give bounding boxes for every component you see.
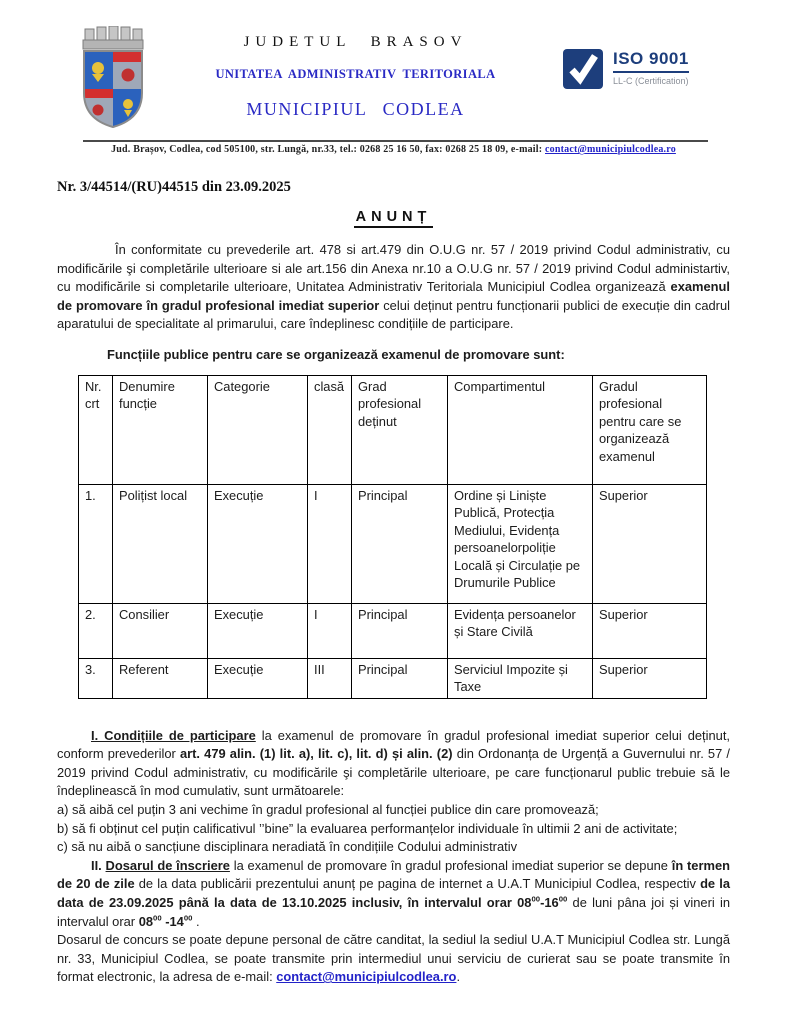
condition-item-c: c) să nu aibă o sancțiune disciplinara neradiată în condițiile Codului administrativ bbox=[57, 839, 518, 855]
section-1-conditions bbox=[57, 727, 730, 801]
table-intro-line: Funcțiile publice pentru care se organizează examenul de promovare sunt: bbox=[107, 346, 565, 362]
table-cell: I bbox=[308, 603, 352, 658]
table-head bbox=[79, 375, 707, 484]
text-segment: Dosarul de înscriere bbox=[105, 857, 230, 873]
text-segment: . bbox=[192, 913, 200, 929]
codlea-coat-of-arms-icon bbox=[77, 26, 149, 134]
table-header-cell: Grad profesional deținut bbox=[352, 375, 448, 484]
table-cell: Evidența persoanelor și Stare Civilă bbox=[448, 603, 593, 658]
table-header-row bbox=[79, 375, 707, 484]
text-segment: celui deținut pentru funcționarii publici de execuție din cadrul aparatului de specialitate al primarului, care îndeplinesc condițiile de participare. bbox=[57, 297, 731, 332]
table-row bbox=[79, 603, 707, 658]
table-cell: Principal bbox=[352, 484, 448, 603]
document-number: Nr. 3/44514/(RU)44515 din 23.09.2025 bbox=[57, 179, 291, 195]
text-segment: -14 bbox=[161, 913, 184, 929]
header-titles bbox=[149, 26, 562, 120]
llc-checkmark-icon bbox=[562, 48, 604, 90]
title-wrap bbox=[57, 208, 730, 228]
table-cell: Execuție bbox=[208, 658, 308, 698]
table-body bbox=[79, 484, 707, 698]
iso-certification-badge bbox=[562, 48, 730, 90]
email-link[interactable]: contact@municipiulcodlea.ro bbox=[545, 144, 676, 155]
text-segment: În conformitate cu prevederile art. 478 si art.479 din O.U.G nr. 57 / 2019 privind Codul administrativ, cu modificările şi completările ulterioare si ale art.156 din Anexa nr.10 a O.U.G nr. 57 / 2019 privind Codul administartiv, cu modificările si completarile ulterioare, Unitatea Administrativ Teritoriala Municipiul Codlea organizează bbox=[57, 242, 730, 295]
table-cell: Superior bbox=[593, 603, 707, 658]
text-segment: 08 bbox=[138, 913, 154, 929]
email-link[interactable]: contact@municipiulcodlea.ro bbox=[276, 969, 457, 985]
table-cell: III bbox=[308, 658, 352, 698]
page-title: ANUNȚ bbox=[354, 209, 434, 228]
text-segment: art. 479 alin. (1) lit. a), lit. c), lit. d) și alin. (2) bbox=[179, 746, 453, 762]
text-segment: -16 bbox=[540, 894, 559, 910]
text-segment: din Ordonanța de Urgență a Guvernului nr. 57 / 2019 privind Codul administrativ, cu modificările şi completările ulterioare, pe care funcționarul public trebuie să le îndeplinească în mod cumulativ, sunt următoarele: bbox=[57, 746, 730, 799]
table-cell: Polițist local bbox=[113, 484, 208, 603]
text-segment: 00 bbox=[531, 894, 541, 904]
crown-icon bbox=[83, 26, 143, 49]
iso-text-block bbox=[613, 48, 689, 86]
text-segment: de la data de 23.09.2025 până la data de 13.10.2025 inclusiv, în intervalul orar 08 bbox=[57, 876, 730, 910]
text-segment: examenul de promovare în gradul profesional imediat superior bbox=[57, 279, 730, 313]
text-segment: în termen de 20 de zile bbox=[57, 857, 730, 892]
table-cell: 1. bbox=[79, 484, 113, 603]
text-segment: la examenul de promovare în gradul profesional imediat superior celui deținut, conform prevederilor bbox=[57, 727, 730, 762]
text-segment: de la data publicării prezentului anunț pe pagina de internet a U.A.T Municipiul Codlea, respectiv bbox=[134, 876, 701, 892]
table-cell: Consilier bbox=[113, 603, 208, 658]
municipality-title: MUNICIPIUL CODLEA bbox=[246, 99, 465, 119]
iso-9001-label: ISO 9001 bbox=[613, 49, 689, 73]
text-segment: de luni pâna joi și vineri in intervalul orar bbox=[57, 894, 730, 929]
address-line bbox=[57, 144, 730, 155]
text-segment: I. Condițiile de participare bbox=[91, 727, 256, 743]
table-header-cell: clasă bbox=[308, 375, 352, 484]
table-cell: Principal bbox=[352, 603, 448, 658]
submission-paragraph bbox=[57, 931, 730, 987]
table-cell: I bbox=[308, 484, 352, 603]
table-cell: Execuție bbox=[208, 603, 308, 658]
text-segment: . bbox=[456, 969, 461, 985]
uat-title: UNITATEA ADMINISTRATIV TERITORIALA bbox=[215, 67, 496, 81]
llc-certification-label: LL-C (Certification) bbox=[613, 76, 689, 86]
intro-paragraph bbox=[57, 241, 730, 334]
table-cell: 2. bbox=[79, 603, 113, 658]
table-cell: Ordine și Liniște Publică, Protecția Mediului, Evidența persoanelorpoliție Locală și Circulație pe Drumurile Publice bbox=[448, 484, 593, 603]
table-row bbox=[79, 484, 707, 603]
section-2-enrollment bbox=[57, 857, 730, 931]
text-segment: Dosarul de concurs se poate depune personal de către canditat, la sediul la sediul U.A.T Municipiul Codlea str. Lungă nr. 33, Municipiul Codlea, se poate transmite prin intermediul unui serviciu de curierat sau se poate transmite în format electronic, la adresa de e-mail: bbox=[57, 932, 730, 985]
table-cell: 3. bbox=[79, 658, 113, 698]
condition-item-a: a) să aibă cel puțin 3 ani vechime în gradul profesional al funcției publice din care promovează; bbox=[57, 802, 599, 818]
county-title: JUDETUL BRASOV bbox=[243, 34, 468, 50]
table-header-cell: Categorie bbox=[208, 375, 308, 484]
table-row bbox=[79, 658, 707, 698]
letterhead bbox=[57, 26, 730, 134]
table-header-cell: Denumire funcție bbox=[113, 375, 208, 484]
table-header-cell: Compartimentul bbox=[448, 375, 593, 484]
table-cell: Superior bbox=[593, 484, 707, 603]
table-cell: Superior bbox=[593, 658, 707, 698]
text-segment: la examenul de promovare în gradul profesional imediat superior se depune bbox=[229, 857, 672, 873]
table-cell: Serviciul Impozite și Taxe bbox=[448, 658, 593, 698]
table-header-cell: Gradul profesional pentru care se organizează examenul bbox=[593, 375, 707, 484]
header-divider bbox=[83, 140, 708, 142]
table-header-cell: Nr. crt bbox=[79, 375, 113, 484]
condition-item-b: b) să fi obținut cel puțin calificativul ’’bine” la evaluarea performanțelor individuale în ultimii 2 ani de activitate; bbox=[57, 820, 678, 836]
positions-table bbox=[78, 375, 707, 699]
text-segment: 00 bbox=[183, 913, 193, 923]
text-segment: Jud. Brașov, Codlea, cod 505100, str. Lungă, nr.33, tel.: 0268 25 16 50, fax: 0268 25 18 09, e-mail: bbox=[111, 144, 545, 155]
table-cell: Principal bbox=[352, 658, 448, 698]
text-segment: II. bbox=[91, 857, 106, 873]
table-cell: Execuție bbox=[208, 484, 308, 603]
text-segment: 00 bbox=[558, 894, 568, 904]
table-cell: Referent bbox=[113, 658, 208, 698]
text-segment: 00 bbox=[153, 913, 162, 923]
